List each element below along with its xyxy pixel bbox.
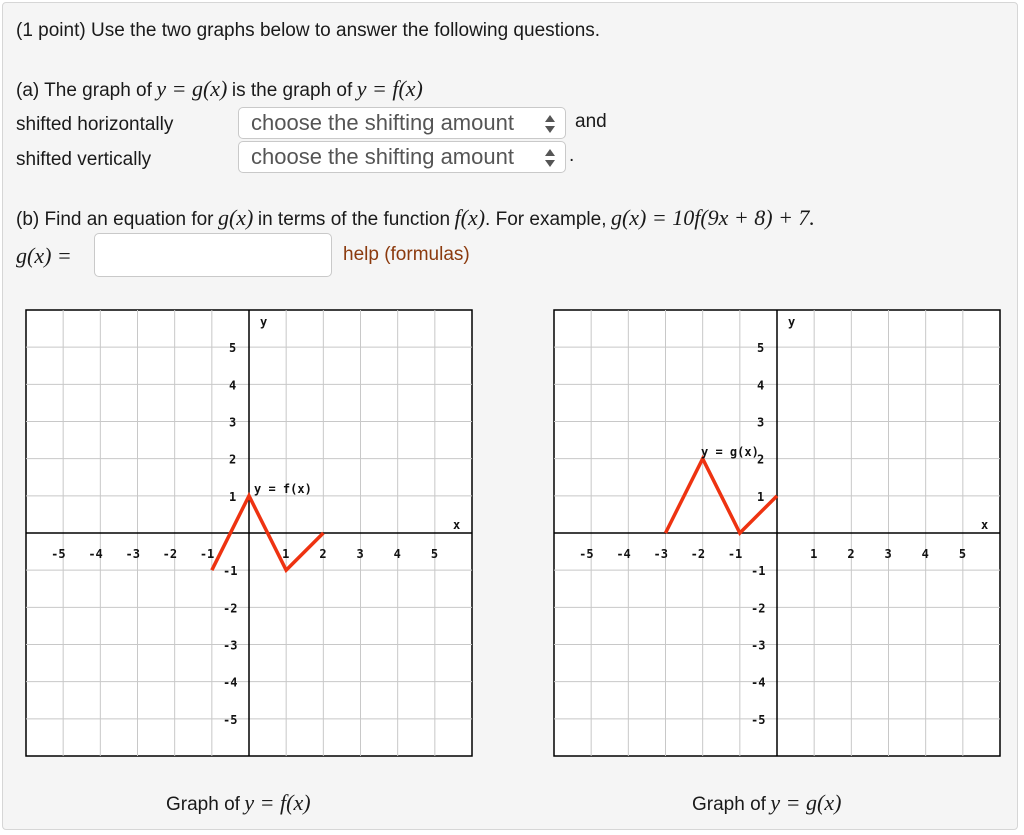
part-a-statement [16,76,423,102]
graph-f-y-tick-label: -4 [223,675,238,690]
graph-g-y-tick-label: 4 [757,378,765,393]
graph-g-y-tick-label: -2 [751,601,766,616]
graph-g-y-tick-label: -4 [751,675,766,690]
answer-label: g(x) = [16,243,72,268]
graph-f-y-tick-label: 3 [229,415,237,430]
graph-g-x-tick-label: -2 [690,547,706,561]
graph-g-y-axis-label: y [788,315,796,329]
part-b-example-eq: g(x) = 10f(9x + 8) + 7. [610,205,815,230]
graph-f-curve-label: y = f(x) [254,482,312,496]
part-b-gx: g(x) [217,205,254,230]
graph-f-x-tick-label: 1 [282,547,290,561]
graph-g-caption-prefix: Graph of [692,794,766,815]
graph-f-caption [166,790,311,816]
graph-g-x-tick-label: -1 [727,547,743,561]
graph-g-x-tick-label: 5 [958,547,967,561]
part-b-middle: in terms of the function [257,209,451,230]
graph-g-x-tick-label: -4 [616,547,631,561]
graph-f [26,310,472,756]
part-b-fx: f(x) [454,205,486,230]
graph-g-x-tick-label: -5 [579,547,594,561]
help-formulas-link[interactable]: help (formulas) [343,244,470,265]
graph-f-y-tick-label: -5 [223,712,238,727]
graph-g-x-tick-label: -3 [653,547,668,561]
graph-f-x-tick-label: -2 [162,547,178,561]
and-text: and [575,111,607,132]
graph-f-y-tick-label: -2 [223,601,238,616]
graph-g-y-tick-label: -1 [751,564,766,579]
graph-f-x-tick-label: -1 [199,547,215,561]
part-b-statement [16,205,815,231]
graph-f-x-tick-label: -5 [51,547,66,561]
graph-g [554,310,1000,756]
graph-f-caption-prefix: Graph of [166,794,240,815]
graph-f-x-tick-label: -4 [88,547,103,561]
graph-g-y-tick-label: -3 [751,638,766,653]
graph-f-y-tick-label: -1 [223,564,238,579]
graph-f-y-tick-label: -3 [223,638,238,653]
graph-g-x-tick-label: 1 [810,547,818,561]
graph-g-y-tick-label: 2 [757,452,765,467]
part-a-middle: is the graph of [231,80,353,101]
updown-arrows-icon [545,114,555,134]
graph-g-x-tick-label: 2 [847,547,855,561]
vertical-shift-label: shifted vertically [16,149,152,170]
graph-f-x-tick-label: 4 [393,547,401,561]
part-a-prefix: (a) The graph of [16,80,152,101]
graph-f-x-tick-label: 3 [356,547,364,561]
graph-g-y-tick-label: -5 [751,712,766,727]
horizontal-shift-label: shifted horizontally [16,114,174,135]
vertical-shift-select[interactable] [238,141,566,173]
graph-g-curve-label: y = g(x) [701,445,759,459]
graph-f-y-axis-label: y [260,315,268,329]
graph-f-x-tick-label: 2 [319,547,327,561]
g-of-x-answer-input[interactable] [94,233,332,277]
horizontal-shift-select[interactable] [238,107,566,139]
graph-g-caption-eq: y = g(x) [770,790,842,815]
graph-f-x-tick-label: -3 [125,547,140,561]
graph-f-y-tick-label: 2 [229,452,237,467]
graph-f-x-tick-label: 5 [430,547,439,561]
vertical-shift-value: choose the shifting amount [251,144,514,169]
graph-f-y-tick-label: 4 [229,378,237,393]
graph-g-y-tick-label: 3 [757,415,765,430]
graph-f-y-tick-label: 1 [229,489,237,504]
graph-g-y-tick-label: 1 [757,489,765,504]
graph-g-caption [692,790,841,816]
period-text: . [569,145,575,166]
graph-f-caption-eq: y = f(x) [244,790,311,815]
part-b-example-label: . For example, [485,209,607,230]
graph-g-y-tick-label: 5 [757,341,765,356]
graph-g-x-tick-label: 4 [921,547,929,561]
part-a-f-eq: y = f(x) [356,76,423,101]
updown-arrows-icon [545,148,555,168]
graph-g-x-tick-label: 3 [884,547,892,561]
problem-intro: (1 point) Use the two graphs below to answer the following questions. [16,20,601,41]
part-a-g-eq: y = g(x) [156,76,228,101]
graph-f-y-tick-label: 5 [229,341,237,356]
part-b-prefix: (b) Find an equation for [16,209,214,230]
graph-g-x-axis-label: x [981,518,989,532]
horizontal-shift-value: choose the shifting amount [251,110,514,135]
graph-f-x-axis-label: x [453,518,461,532]
